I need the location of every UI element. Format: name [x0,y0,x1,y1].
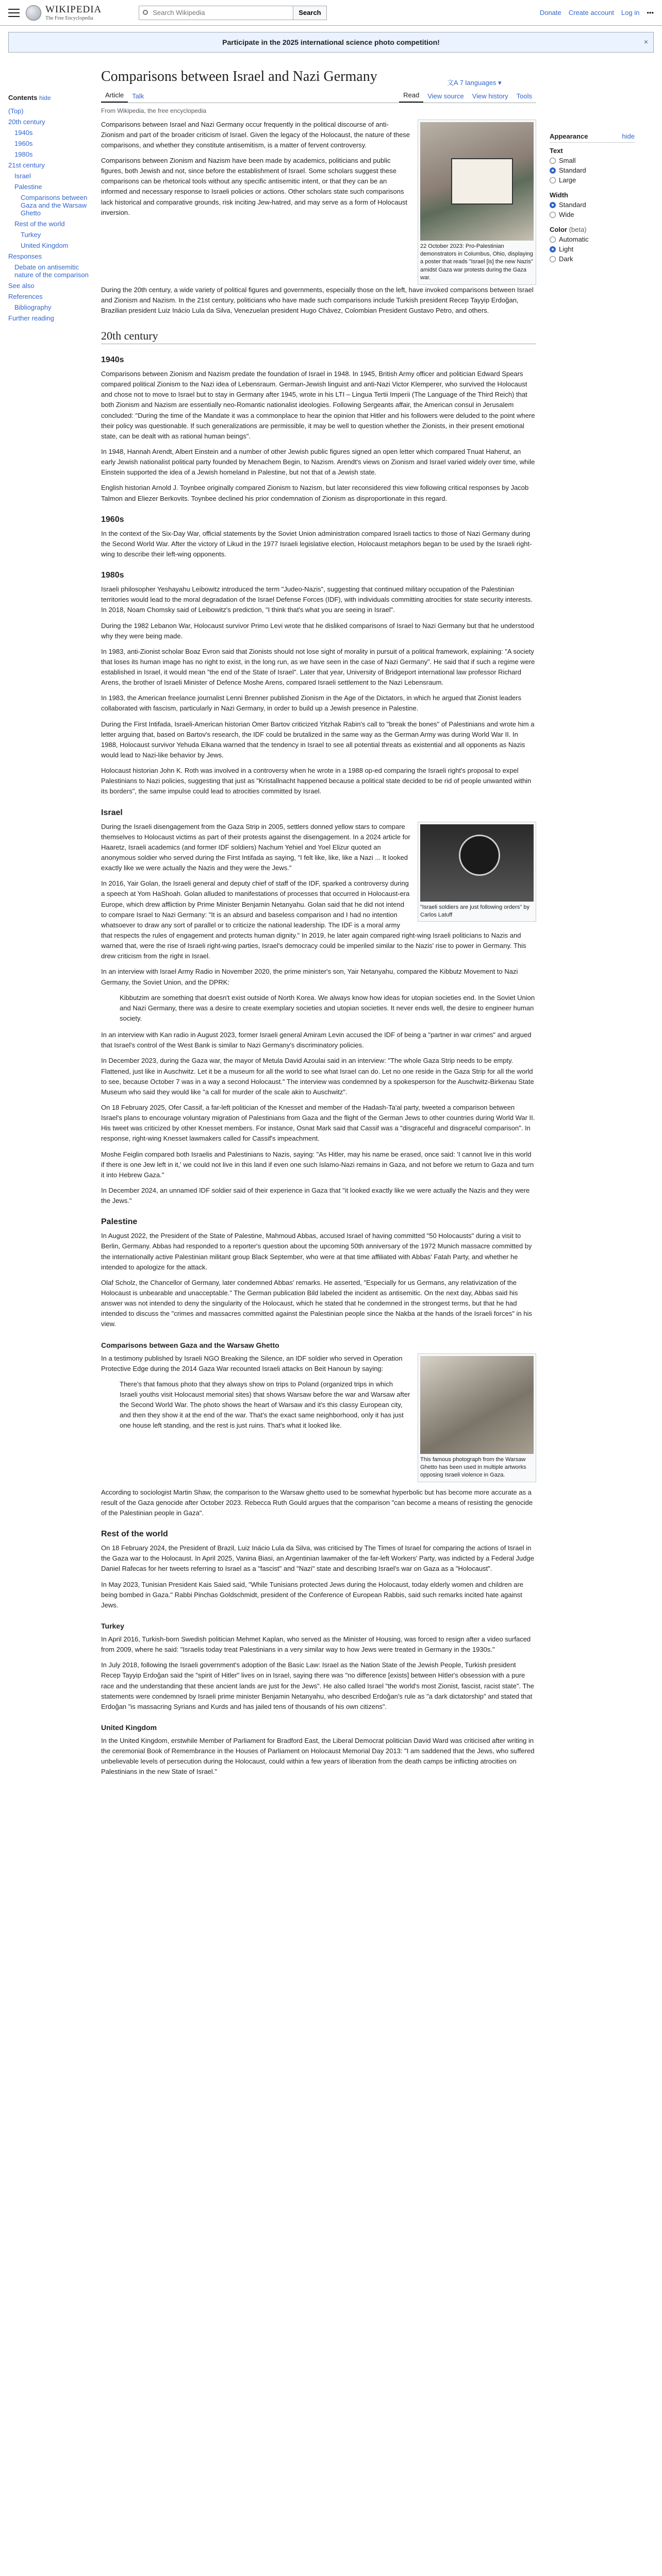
tab-view-history[interactable]: View history [472,92,508,100]
toc-item[interactable]: (Top) [8,107,24,115]
paragraph: English historian Arnold J. Toynbee originally compared Zionism to Nazism, but later reconsidered this view following critical responses by Jacob Talmon and Eliezer Berkovits. Toynbee declined his prior condemnation of Zionism as disproportionate in this regard. [101,484,529,502]
figure-caption: "Israeli soldiers are just following orders" by Carlos Latuff [420,904,530,918]
paragraph: In 1948, Hannah Arendt, Albert Einstein and a number of other Jewish public figures signed an open letter which compared Tnuat Haherut, an early Jewish nationalist political party founded by Menachem Begin, to Nazism. Arendt's views on Zionism and Israel varied widely over time, while Einstein supported the idea of a Jewish homeland in Palestine, but not that of a Jewish state. [101,447,535,477]
latuff-cartoon-image[interactable] [420,824,534,902]
wordmark: WIKIPEDIA [45,4,102,15]
text-size-option[interactable] [550,166,635,174]
create-account-link[interactable]: Create account [568,9,614,16]
toc-item[interactable]: 1960s [14,140,33,147]
heading-1980s: 1980s [101,571,124,580]
radio-icon[interactable] [550,212,556,218]
heading-1940s: 1940s [101,355,124,364]
warsaw-ghetto-photo[interactable] [420,1356,534,1454]
blockquote: Kibbutzim are something that doesn't exist outside of North Korea. We always know how ideas for utopian societies end. In the Soviet Union and Nazi Germany, there was a desire to create exemplary societies and utopian societies. It never ends well, the desire to engineer human society. [120,993,535,1022]
toc-title: Contents [8,94,38,101]
radio-icon[interactable] [550,256,556,262]
tab-view-source[interactable]: View source [427,92,464,100]
search-icon [143,10,148,15]
wikipedia-logo[interactable] [26,4,102,21]
paragraph: In 1983, anti-Zionist scholar Boaz Evron said that Zionists should not lose sight of morality in pursuit of a political framework, explaining: "A society that loses its human image has no right to exist, in the long run, as we have seen in the case of Nazi Germany". He said that if such a regime were established in Israel, it would mean "the end of the State of Israel". Later that year, University of Bridgeport international law professor Richard Arens, the brother of Israeli Minister of Defence Moshe Arens, compared Israeli settlement to the Nazi Lebensraum. [101,647,535,687]
toc-item[interactable]: Israel [14,172,31,180]
figure-caption: This famous photograph from the Warsaw Ghetto has been used in multiple artworks opposing Israeli violence in Gaza. [420,1456,526,1479]
text-size-label: Text [550,147,563,155]
tagline: The Free Encyclopedia [45,15,93,21]
site-header [0,0,662,26]
width-label: Width [550,191,568,199]
log-in-link[interactable]: Log in [621,9,640,16]
text-size-option-label: Small [559,157,576,164]
color-option-label: Dark [559,255,573,263]
intro-paragraph: Comparisons between Zionism and Nazism have been made by academics, politicians and public figures, both Jewish and not, since before the establishment of Israel. Some scholars suggest these comparisons can be rhetorical tools without any specific antisemitic intent, or that they can be an informed and necessary response to Israeli policies or actions. Other scholars state such comparisons lack historical and comparative grounds, risk inciting Jew-hatred, and may serve as a form of Holocaust inversion. [101,157,407,216]
text-size-option[interactable] [550,176,635,184]
radio-icon[interactable] [550,158,556,164]
heading-united-kingdom: United Kingdom [101,1723,157,1732]
figure-caption: 22 October 2023: Pro-Palestinian demonstrators in Columbus, Ohio, displaying a poster that reads "Israel [is] the new Nazis" amidst Gaza war protests during the Gaza war. [420,243,533,281]
table-of-contents [8,53,96,1783]
color-label: Color [550,226,567,233]
toc-item[interactable]: See also [8,282,35,290]
figure-latuff [418,822,536,922]
toc-item[interactable]: United Kingdom [21,242,69,249]
beta-badge: (beta) [569,226,587,233]
toc-item[interactable]: References [8,293,43,300]
from-wikipedia: From Wikipedia, the free encyclopedia [101,107,207,114]
color-option-label: Automatic [559,235,589,243]
text-size-option[interactable] [550,157,635,164]
tab-read[interactable]: Read [399,91,423,103]
search-form [139,6,326,20]
paragraph: In May 2023, Tunisian President Kais Saied said, "While Tunisians protected Jews during the Holocaust, today elderly women and children are being bombed in Gaza." Rabbi Pinchas Goldschmidt, president of the Conference of European Rabbis, said such remarks incited hate against Jews. [101,1580,524,1609]
toc-item[interactable]: Responses [8,252,42,260]
tab-tools[interactable]: Tools [516,92,532,100]
language-switcher[interactable]: 文A 7 languages ▾ [447,79,502,87]
width-option[interactable] [550,201,635,209]
toc-item[interactable]: Rest of the world [14,220,65,228]
color-option[interactable] [550,235,635,243]
donate-link[interactable]: Donate [539,9,561,16]
search-button[interactable]: Search [293,6,326,20]
width-option[interactable] [550,211,635,218]
toc-item[interactable]: 20th century [8,118,45,126]
toc-item[interactable]: Further reading [8,314,54,322]
toc-item[interactable]: Comparisons between Gaza and the Warsaw Ghetto [21,194,88,217]
text-size-option-label: Large [559,176,576,184]
paragraph: Holocaust historian John K. Roth was involved in a controversy when he wrote in a 1988 op-ed comparing the Israeli right's proposal to expel Palestinians to Nazi policies, suggesting that just as "Kristallnacht happened because a political state decided to be rid of people unwanted within its borders", the same impulse could lead to atrocities committed by Israel. [101,767,532,795]
toc-item[interactable]: 21st century [8,161,45,169]
color-option-label: Light [559,245,574,253]
search-field-wrapper [139,6,293,20]
appearance-panel [544,53,635,1783]
toc-item[interactable]: Turkey [21,231,41,239]
paragraph: In 2016, Yair Golan, the Israeli general and deputy chief of staff of the IDF, sparked a controversy during a speech at Yom HaShoah. Golan alluded to manifestations of processes that occurred in Holocaust-era Europe, which drew affliction by Prime Minister Benjamin Netanyahu. Golan said that he did not intend to compare Israel to Nazi Germany: "It is an absurd and baseless comparison and I had no intention whatsoever to draw any sort of parallel or to criticize the national leadership. The IDF is a moral army that respects the rules of engagement and protects human dignity." In 2019, he later again compared right-wing Israeli politicians to Nazis and warned that, were the rise of Israeli right-wing parties, Israel's democracy could be imperiled similar to the Nazis' rise to power in Germany. This drew criticism from the right in Israel. [101,879,526,960]
site-notice-banner [8,32,654,53]
paragraph: In the United Kingdom, erstwhile Member of Parliament for Bradford East, the Liberal Democrat politician David Ward was criticised after writing in the ceremonial Book of Remembrance in the Houses of Parliament on Holocaust Memorial Day 2013: "I am saddened that the Jews, who suffered unbelievable levels of persecution during the Holocaust, could within a few years of liberation from the death camps be inflicting atrocities on Palestinians in the new State of Israel." [101,1736,535,1776]
appearance-hide-link[interactable]: hide [622,132,635,140]
paragraph: Moshe Feiglin compared both Israelis and Palestinians to Nazis, saying: "As Hitler, may his name be erased, once said: 'I cannot live in this world if there is one Jew left in it,' we could not live in this land if even one such Islamo-Nazi remains in Gaza, and not before we return to Gaza and turn it into Hebrew Gaza." [101,1150,534,1179]
radio-icon[interactable] [550,202,556,208]
paragraph: In an interview with Israel Army Radio in November 2020, the prime minister's son, Yair Netanyahu, compared the Kibbutz Movement to Nazi Germany, the Soviet Union, and the DPRK: [101,968,518,986]
heading-israel: Israel [101,808,123,817]
main-menu-icon[interactable] [8,9,20,17]
radio-icon[interactable] [550,177,556,183]
page-tabs [101,90,536,103]
color-option[interactable] [550,245,635,253]
width-option-label: Wide [559,211,574,218]
heading-1960s: 1960s [101,515,124,524]
user-links [540,9,654,16]
paragraph: During the Israeli disengagement from the Gaza Strip in 2005, settlers donned yellow stars to compare themselves to Holocaust victims as part of their protests against the disengagement. In a 2024 article for Haaretz, Israeli academics (and former IDF soldiers) Nachum Yehiel and Yoel Elizur quoted an anonymous soldier who served during the First Intifada as saying, "I felt like, like, like a Nazi ... It looked exactly like we were actually the Nazis and they were the Jews." [101,822,410,872]
color-option[interactable] [550,255,635,263]
paragraph: On 18 February 2025, Ofer Cassif, a far-left politician of the Knesset and member of the Hadash-Ta'al party, tweeted a comparison between Israel's plans to encourage voluntary migration of Palestinians from Gaza and the flight of the German Jews to other countries during World War II. His tweet was criticized by other Knesset members. For instance, Osnat Mark said that Cassif was a "disgraceful and disgraceful comparison". In response, right-wing Knesset lawmakers called for Cassif's impeachment. [101,1103,535,1143]
heading-warsaw-ghetto: Comparisons between Gaza and the Warsaw Ghetto [101,1341,279,1349]
text-size-option-label: Standard [559,166,586,174]
paragraph: Israeli philosopher Yeshayahu Leibowitz introduced the term "Judeo-Nazis", suggesting that continued military occupation of the Palestinian territories would lead to the moral degradation of the Israel Defense Forces (IDF), with individuals committing atrocities for state security interests. In 2018, Noam Chomsky said of Leibowitz's prediction, "I think that's what you are seeing in Israel". [101,585,533,614]
intro-paragraph: Comparisons between Israel and Nazi Germany occur frequently in the political discourse of anti-Zionism and part of the broader criticism of Israel. Given the legacy of the Holocaust, the nature of these comparisons, and whether they constitute antisemitism, is a matter of fervent controversy. [101,120,410,149]
paragraph: In an interview with Kan radio in August 2023, former Israeli general Amiram Levin accused the IDF of being a "partner in war crimes" and argued that Israel's control of the West Bank is similar to Nazi Germany's discriminatory policies. [101,1031,532,1049]
close-icon[interactable]: × [643,38,648,46]
tab-talk[interactable]: Talk [132,92,144,100]
paragraph: During the 1982 Lebanon War, Holocaust survivor Primo Levi wrote that he disliked comparisons of Israel to Nazi Germany but that he understood why they were being made. [101,621,534,640]
article-content [96,53,544,1783]
radio-icon[interactable] [550,167,556,174]
radio-icon[interactable] [550,236,556,243]
banner-text[interactable]: Participate in the 2025 international science photo competition! [222,38,440,46]
blockquote: There's that famous photo that they always show on trips to Poland (organized trips in which Israeli youths visit Holocaust memorial sites) that shows Warsaw before the war and Warsaw after the Second World War. The photo shows the heart of Warsaw and it's this classy European city, and then they show it at the end of the war. That's the exact same neighborhood, only it has just one house left standing, and the rest is just ruins. That's what it looked like. [120,1380,410,1430]
paragraph: In December 2023, during the Gaza war, the mayor of Metula David Azoulai said in an interview: "The whole Gaza Strip needs to be empty. Flattened, just like in Auschwitz. Let it be a museum for all the world to see what Israel can do. Let no one reside in the Gaza Strip for all the world to see, because October 7 was in a way a second Holocaust." The interview was condemned by a spokesperson for the Auschwitz-Birkenau State Museum who said they would like "a call for murder of the scale akin to Auschwitz". [101,1057,534,1096]
wikipedia-globe-icon [26,5,41,21]
paragraph: Comparisons between Zionism and Nazism predate the foundation of Israel in 1948. In 1945, British Army officer and politician Edward Spears compared political Zionism to the Nazi idea of Lebensraum. German-Jewish linguist and anti-Nazi Victor Klemperer, who survived the Holocaust and chose not to move to Israel but to stay in Germany after 1945, wrote in his LTI – Lingua Tertii Imperii (The Language of the Third Reich) that both Zionism and Nazism are essentially neo-Romantic nationalist ideologies. Following Sergeants affair, the American consul in Jerusalem concluded: "During the time of the Mandate it was a commonplace to hear the opinion that Hitler and his followers were deluded to the point where their policy was questionable. If such generalizations are permissible, it may be well to question whether the Zionists, in their present emotional state, can be dealt with as rational human beings". [101,369,535,440]
width-option-label: Standard [559,201,586,209]
paragraph: During the First Intifada, Israeli-American historian Omer Bartov criticized Yitzhak Rabin's call to "break the bones" of Palestinians and wrote him a letter arguing that, based on Bartov's research, the IDF could be brutalized in the same way as the German Army was during World War II. In 1988, Holocaust survivor Yehuda Elkana warned that the tendency in Israel to see all potential threats as existential and all opponents as Nazis would lead to Nazi-like behavior by Jews. [101,720,535,759]
toc-item[interactable]: 1940s [14,129,33,137]
figure-protest [418,120,536,285]
paragraph: In July 2018, following the Israeli government's adoption of the Basic Law: Israel as the Nation State of the Jewish People, Turkish president Recep Tayyip Erdoğan said the "spirit of Hitler" lives on in Israel, saying there was "no difference [exists] between Hitler's obsession with a pure race and the understanding that these ancient lands are just for the Jews". He also called Israel "the world's most Zionist, fascist, racist state". The statements were condemned by Israeli prime minister Benjamin Netanyahu, who described Erdoğan's rule as "a dark dictatorship" and stated that Erdoğan "is massacring Syrians and Kurds and has jailed tens of thousands of his own citizens". [101,1661,534,1710]
toc-item[interactable]: 1980s [14,150,33,158]
toc-item[interactable]: Palestine [14,183,42,191]
paragraph: In the context of the Six-Day War, official statements by the Soviet Union administration compared Israeli tactics to those of Nazi Germany during the Second World War. After the victory of Likud in the 1977 Israeli legislative election, Holocaust metaphors began to be used by the Israeli right-wing to describe their left-wing opponents. [101,529,532,558]
page-title: Comparisons between Israel and Nazi Germany [101,69,377,84]
paragraph: In a testimony published by Israeli NGO Breaking the Silence, an IDF soldier who served in Operation Protective Edge during the 2014 Gaza War recounted Israeli attacks on Beit Hanoun by saying: [101,1354,403,1372]
heading-rest-of-world: Rest of the world [101,1530,168,1539]
tab-article[interactable]: Article [101,91,128,103]
intro-paragraph: During the 20th century, a wide variety of political figures and governments, especially those on the left, have invoked comparisons between Israel and Zionism and Nazism. In the 21st century, politicians who have made such comparisons include Turkish president Recep Tayyip Erdoğan, Brazilian president Luiz Inácio Lula da Silva, Venezuelan president Hugo Chávez, Colombian President Gustavo Petro, and others. [101,285,534,314]
paragraph: In 1983, the American freelance journalist Lenni Brenner published Zionism in the Age of the Dictators, in which he argued that Zionist leaders collaborated with fascism, particularly in Nazi Germany, in order to build up a Jewish presence in Palestine. [101,694,522,713]
radio-icon[interactable] [550,246,556,252]
paragraph: On 18 February 2024, the President of Brazil, Luiz Inácio Lula da Silva, was criticised by The Times of Israel for comparing the actions of Israel in the Gaza war to the Holocaust. In April 2025, Vanina Biasi, an Argentinian lawmaker of the far-left Workers' Party, was indicted by a Federal Judge Daniel Rafecas for her tweets referring to Israel as a "fascist" and "Nazi" state and describing Israel's war on Gaza as a "Holocaust". [101,1544,534,1573]
protest-image[interactable] [420,122,534,241]
heading-palestine: Palestine [101,1217,138,1227]
toc-item[interactable]: Bibliography [14,303,52,311]
search-input[interactable] [139,6,293,20]
paragraph: In August 2022, the President of the State of Palestine, Mahmoud Abbas, accused Israel of having committed "50 Holocausts" during a visit to Berlin, Germany. Abbas had responded to a reporter's question about the upcoming 50th anniversary of the 1972 Munich massacre committed by the internationally active Palestinian militant group Black September, who were at that time affiliated with Abbas' Fatah Party, and whether he intended to apologize for the attack. [101,1232,532,1271]
paragraph: In December 2024, an unnamed IDF soldier said of their experience in Gaza that "it looked exactly like we were actually the Nazis and they were the Jews." [101,1186,530,1205]
paragraph: According to sociologist Martin Shaw, the comparison to the Warsaw ghetto used to be somewhat hyperbolic but has become more accurate as a result of the Gaza genocide after October 2023. Rebecca Ruth Gould argues that the comparison "can become a means of resisting the genocide of the Palestinian people in Gaza". [101,1488,533,1517]
more-options-icon[interactable]: ••• [647,9,654,16]
heading-turkey: Turkey [101,1621,124,1630]
heading-20th-century: 20th century [101,329,536,344]
paragraph: In April 2016, Turkish-born Swedish politician Mehmet Kaplan, who served as the Minister of Housing, was forced to resign after a video surfaced from 2009, where he said: "Israelis today treat Palestinians in a very similar way to how Jews were treated in Germany in the 1930s." [101,1635,531,1654]
figure-warsaw [418,1353,536,1482]
toc-item[interactable]: Debate on antisemitic nature of the comparison [14,263,89,279]
appearance-title: Appearance [550,132,588,140]
paragraph: Olaf Scholz, the Chancellor of Germany, later condemned Abbas' remarks. He asserted, "Especially for us Germans, any relativization of the Holocaust is unbearable and unacceptable." The German publication Bild labeled the incident as antisemitic. On the next day, Abbas said his answer was not intended to deny the singularity of the Holocaust, which he stated that he condemned in the strongest terms, but that he had intended to discuss the "crimes and massacres committed against the Palestinian people since the Nakba at the hands of the Israeli forces" in his view. [101,1278,532,1328]
toc-hide-link[interactable]: hide [39,94,51,101]
